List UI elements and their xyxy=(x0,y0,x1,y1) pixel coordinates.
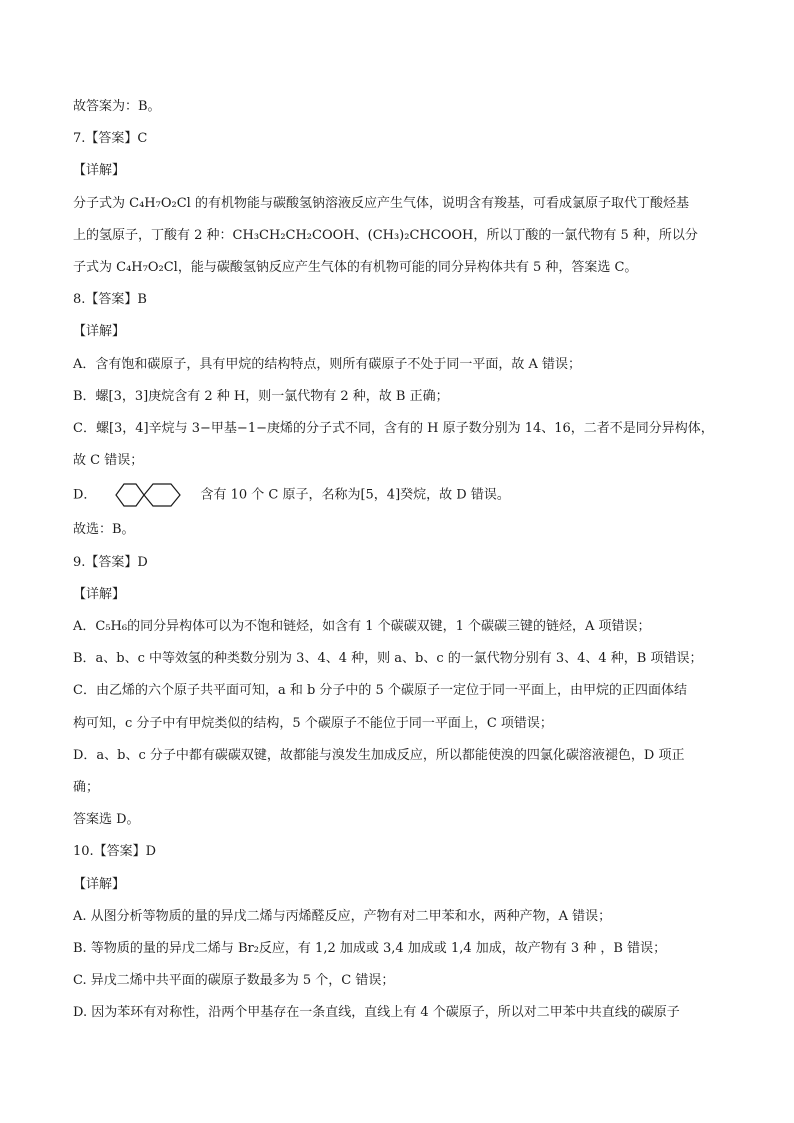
text-line: 答案选 D。 xyxy=(73,812,140,828)
explanation-heading: 【详解】 xyxy=(73,586,126,602)
text-line: D．a、b、c 分子中都有碳碳双键，故都能与溴发生加成反应，所以都能使溴的四氯化碳溶液褪色，D 项正 xyxy=(73,747,685,763)
text-line: 故选：B。 xyxy=(73,522,135,538)
text-line: 子式为 C₄H₇O₂Cl，能与碳酸氢钠反应产生气体的有机物可能的同分异构体共有 5 种，答案选 C。 xyxy=(73,259,638,275)
text-line: A. 从图分析等物质的量的异戊二烯与丙烯醛反应，产物有对二甲苯和水，两种产物，A 错误； xyxy=(73,908,612,924)
text-line: B. 等物质的量的异戊二烯与 Br₂反应，有 1,2 加成或 3,4 加成或 1,4 加成，故产物有 3 种 ，B 错误； xyxy=(73,940,667,956)
document-page xyxy=(73,96,733,1034)
text-line: C．螺[3，4]辛烷与 3−甲基−1−庚烯的分子式不同，含有的 H 原子数分别为 14、16，二者不是同分异构体， xyxy=(73,420,714,436)
text-line: B．a、b、c 中等效氢的种类数分别为 3、4、4 种，则 a、b、c 的一氯代物分别有 3、4、4 种，B 项错误； xyxy=(73,651,703,667)
explanation-heading: 【详解】 xyxy=(73,876,126,892)
answer-heading: 10.【答案】D xyxy=(73,844,157,860)
text-line: 含有 10 个 C 原子，名称为[5，4]癸烷，故 D 错误。 xyxy=(200,487,510,503)
answer-heading: 7.【答案】C xyxy=(73,131,148,147)
explanation-heading: 【详解】 xyxy=(73,324,126,340)
text-line: C．由乙烯的六个原子共平面可知，a 和 b 分子中的 5 个碳原子一定位于同一平面上，由甲烷的正四面体结 xyxy=(73,683,687,699)
text-line: 构可知，c 分子中有甲烷类似的结构，5 个碳原子不能位于同一平面上，C 项错误； xyxy=(73,715,553,731)
text-line: A．C₅H₆的同分异构体可以为不饱和链烃，如含有 1 个碳碳双键，1 个碳碳三键的链烃，A 项错误； xyxy=(73,619,651,634)
text-line: 故 C 错误； xyxy=(73,453,144,469)
text-line-with-structure xyxy=(73,482,733,508)
option-d-label: D． xyxy=(73,487,97,503)
text-line: 分子式为 C₄H₇O₂Cl 的有机物能与碳酸氢钠溶液反应产生气体，说明含有羧基，可看成氯原子取代丁酸烃基 xyxy=(73,195,689,211)
answer-heading: 9.【答案】D xyxy=(73,554,148,570)
text-line: D. 因为苯环有对称性，沿两个甲基存在一条直线，直线上有 4 个碳原子，所以对二甲苯中共直线的碳原子 xyxy=(73,1005,680,1021)
spiro-structure-figure xyxy=(114,482,188,508)
text-line: C. 异戊二烯中共平面的碳原子数最多为 5 个，C 错误； xyxy=(73,973,395,989)
text-line: B．螺[3，3]庚烷含有 2 种 H，则一氯代物有 2 种，故 B 正确； xyxy=(73,388,449,404)
text-line: 故答案为：B。 xyxy=(73,99,161,114)
text-line: 确； xyxy=(73,779,100,795)
answer-heading: 8.【答案】B xyxy=(73,292,147,308)
text-line: A．含有饱和碳原子，具有甲烷的结构特点，则所有碳原子不处于同一平面，故 A 错误； xyxy=(73,356,582,372)
text-line: 上的氢原子，丁酸有 2 种：CH₃CH₂CH₂COOH、(CH₃)₂CHCOOH，所以丁酸的一氯代物有 5 种，所以分 xyxy=(73,227,698,243)
explanation-heading: 【详解】 xyxy=(73,163,126,179)
